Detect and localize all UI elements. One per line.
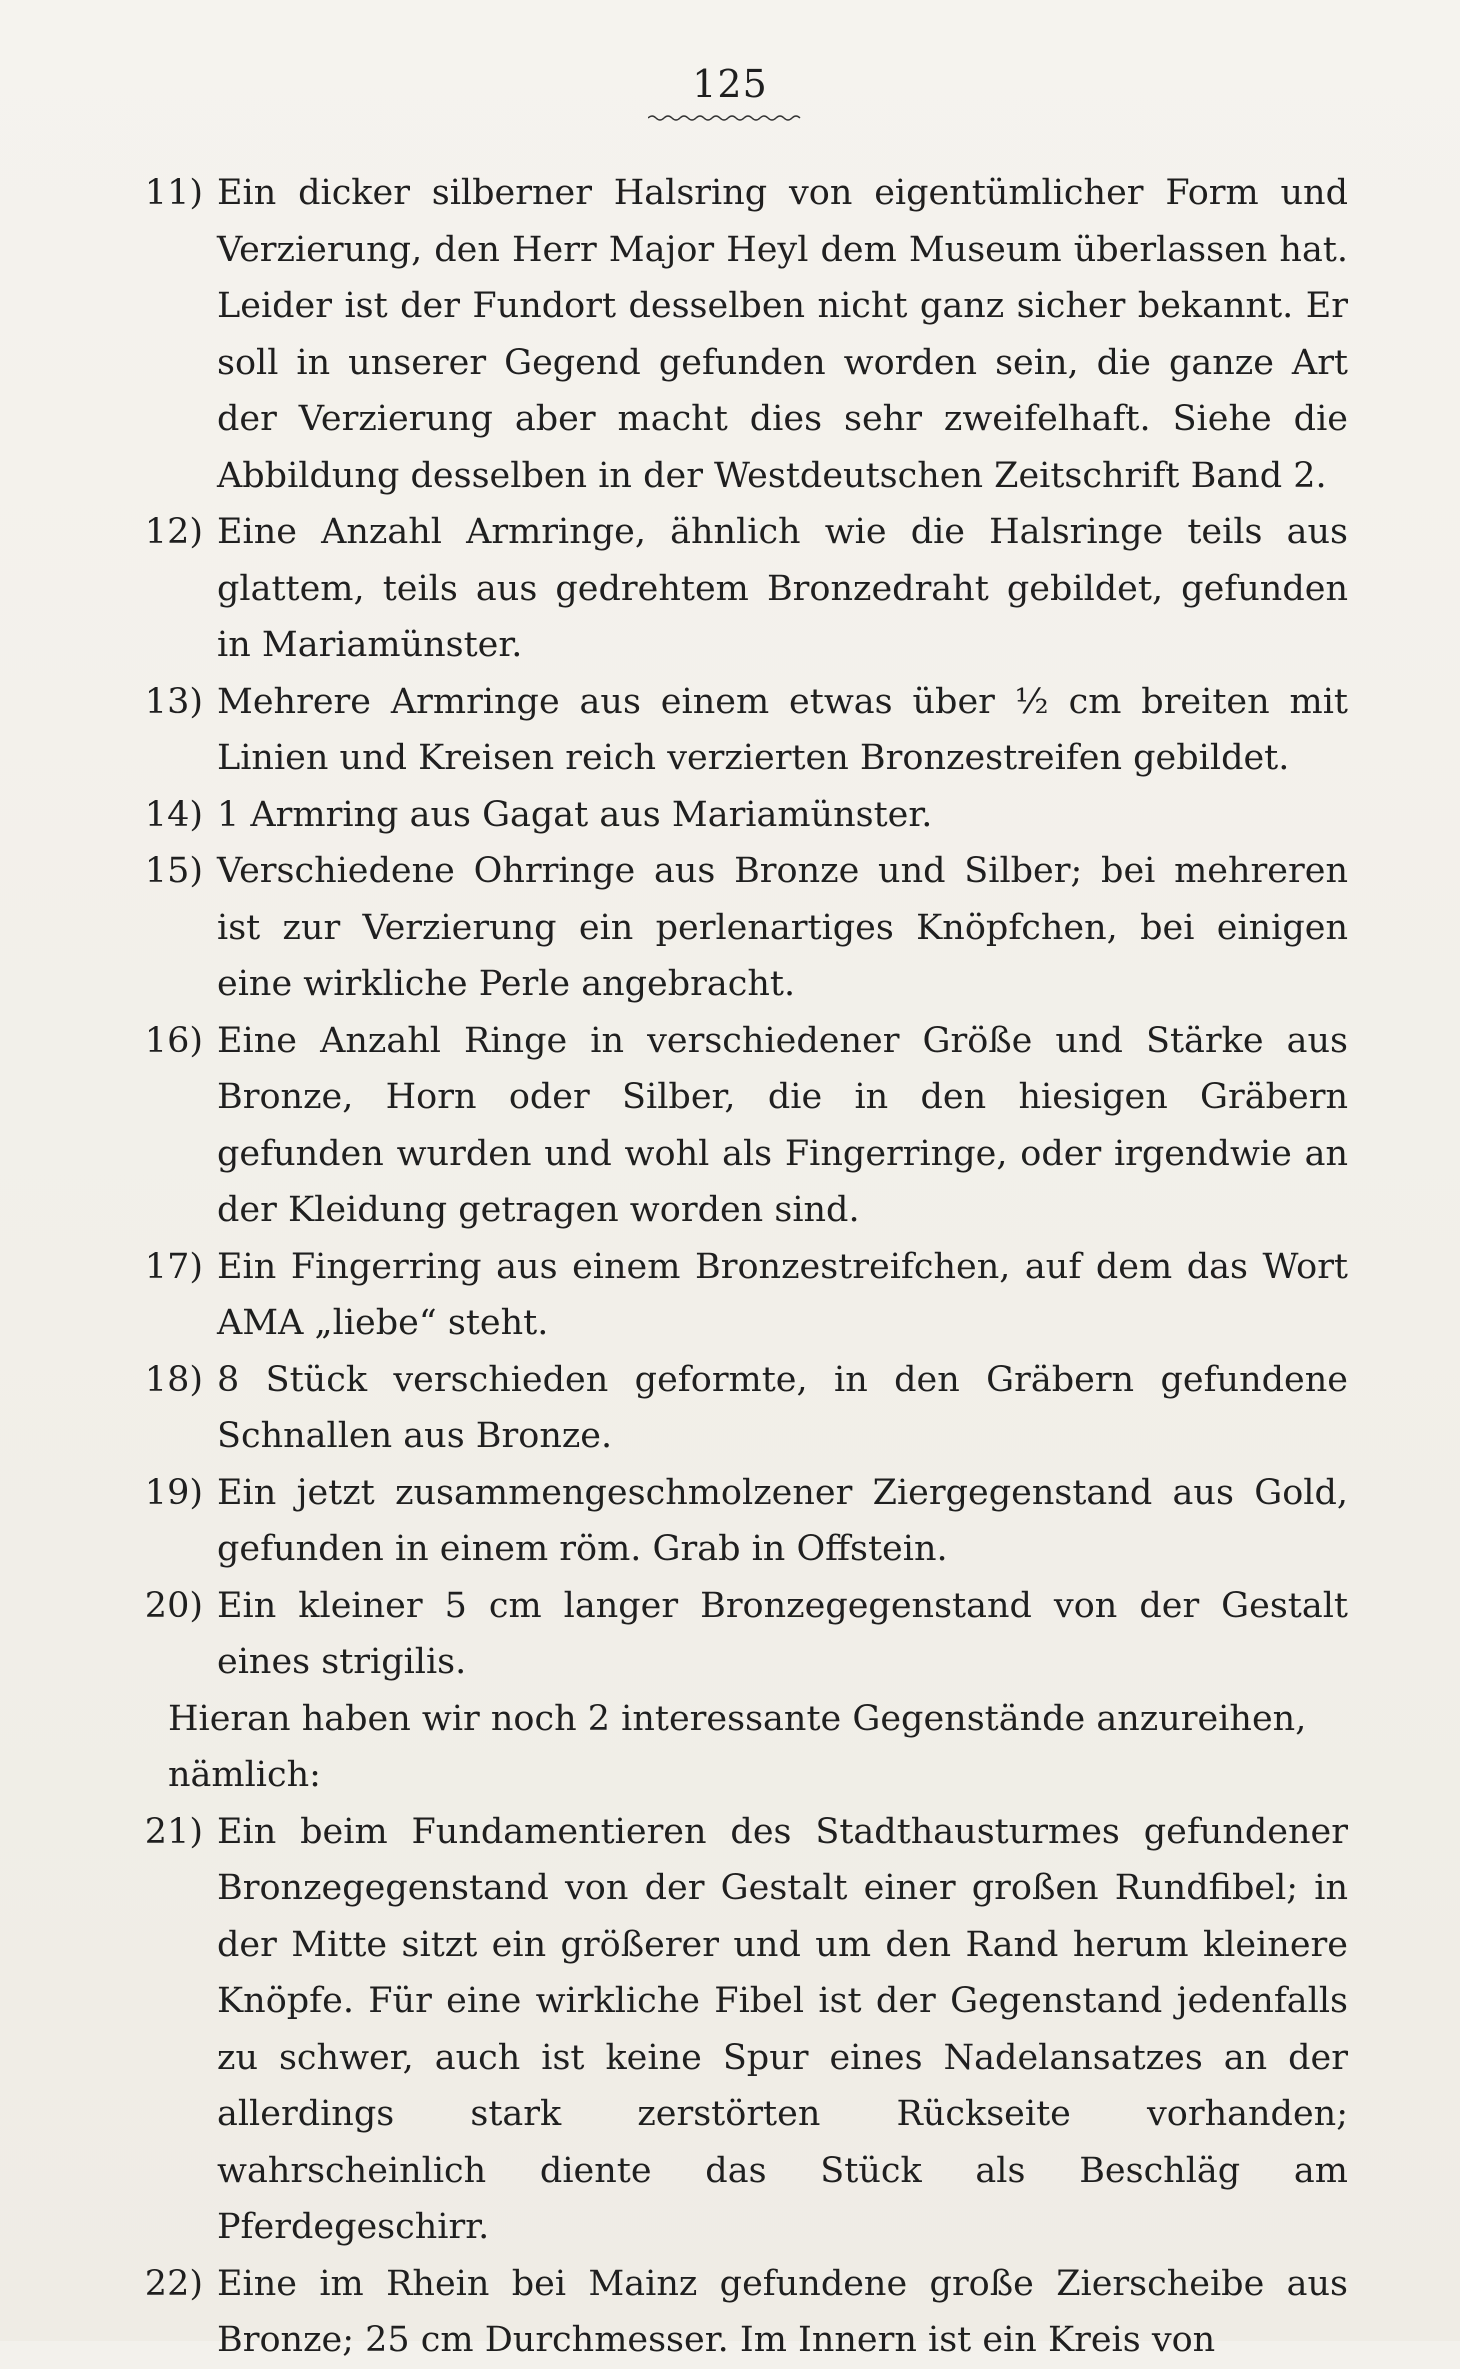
list-item [108, 1239, 1348, 1352]
intro-note: Hieran haben wir noch 2 interessante Gegenstände anzureihen, nämlich: [168, 1698, 1307, 1795]
list-item [108, 674, 1348, 787]
item-number: 12) [144, 512, 203, 552]
item-number: 19) [144, 1472, 203, 1513]
list-item [108, 843, 1348, 1013]
item-number: 17) [144, 1246, 203, 1287]
item-text: Mehrere Armringe aus einem etwas über ½ cm breiten mit Linien und Kreisen reich verzierten Bronzestreifen gebildet. [217, 681, 1348, 778]
list-item [108, 787, 1348, 844]
item-text: Ein Fingerring aus einem Bronzestreifchen, auf dem das Wort AMA „liebe“ steht. [217, 1246, 1348, 1343]
item-number: 11) [144, 173, 203, 213]
item-number: 20) [144, 1585, 203, 1626]
item-text: Eine im Rhein bei Mainz gefundene große Zierscheibe aus Bronze; 25 cm Durchmesser. Im Innern ist ein Kreis von [217, 2263, 1348, 2360]
item-text: 8 Stück verschieden geformte, in den Gräbern gefundene Schnallen aus Bronze. [217, 1359, 1348, 1456]
item-number: 21) [144, 1811, 203, 1852]
item-text: Ein beim Fundamentieren des Stadthausturmes gefundener Bronzegegenstand von der Gestalt einer großen Rundfibel; in der Mitte sitzt ein größerer und um den Rand herum kleinere Knöpfe. Für eine wirkliche Fibel ist der Gegenstand jedenfalls zu schwer, auch ist keine Spur eines Nadelansatzes an der allerdings stark zerstörten Rückseite vorhanden; wahrscheinlich diente das Stück als Beschläg am Pferdegeschirr. [217, 1811, 1348, 2247]
item-text: 1 Armring aus Gagat aus Mariamünster. [217, 794, 933, 835]
entry-list [108, 165, 1348, 2369]
list-item [108, 1804, 1348, 2256]
item-text: Eine Anzahl Ringe in verschiedener Größe und Stärke aus Bronze, Horn oder Silber, die in den hiesigen Gräbern gefunden wurden und wohl als Fingerringe, oder irgendwie an der Kleidung getragen worden sind. [217, 1020, 1348, 1230]
list-item [108, 1465, 1348, 1578]
list-item [108, 1578, 1348, 1691]
list-item [108, 1013, 1348, 1239]
list-item [108, 1352, 1348, 1465]
ornament-rule [648, 114, 804, 122]
list-item [108, 165, 1348, 504]
list-item [108, 504, 1348, 674]
list-item [108, 2256, 1348, 2369]
item-number: 14) [144, 794, 203, 835]
item-number: 22) [144, 2263, 203, 2304]
item-text: Ein jetzt zusammengeschmolzener Ziergegenstand aus Gold, gefunden in einem röm. Grab in Offstein. [217, 1472, 1348, 1569]
item-number: 16) [144, 1020, 203, 1061]
item-text: Ein dicker silberner Halsring von eigentümlicher Form und Verzierung, den Herr Major Heyl dem Museum überlassen hat. Leider ist der Fundort desselben nicht ganz sicher bekannt. Er soll in unserer Gegend gefunden worden sein, die ganze Art der Verzierung aber macht dies sehr zweifelhaft. Siehe die Abbildung desselben in der Westdeutschen Zeitschrift Band 2. [217, 173, 1348, 496]
item-text: Eine Anzahl Armringe, ähnlich wie die Halsringe teils aus glattem, teils aus gedrehtem Bronzedraht gebildet, gefunden in Mariamünster. [217, 512, 1348, 665]
item-number: 15) [144, 851, 203, 891]
item-number: 18) [144, 1359, 203, 1400]
page-number: 125 [692, 62, 768, 106]
item-number: 13) [144, 681, 203, 722]
item-text: Ein kleiner 5 cm langer Bronzegegenstand von der Gestalt eines strigilis. [217, 1585, 1348, 1682]
item-text: Verschiedene Ohrringe aus Bronze und Silber; bei mehreren ist zur Verzierung ein perlenartiges Knöpfchen, bei einigen eine wirkliche Perle angebracht. [217, 851, 1348, 1004]
